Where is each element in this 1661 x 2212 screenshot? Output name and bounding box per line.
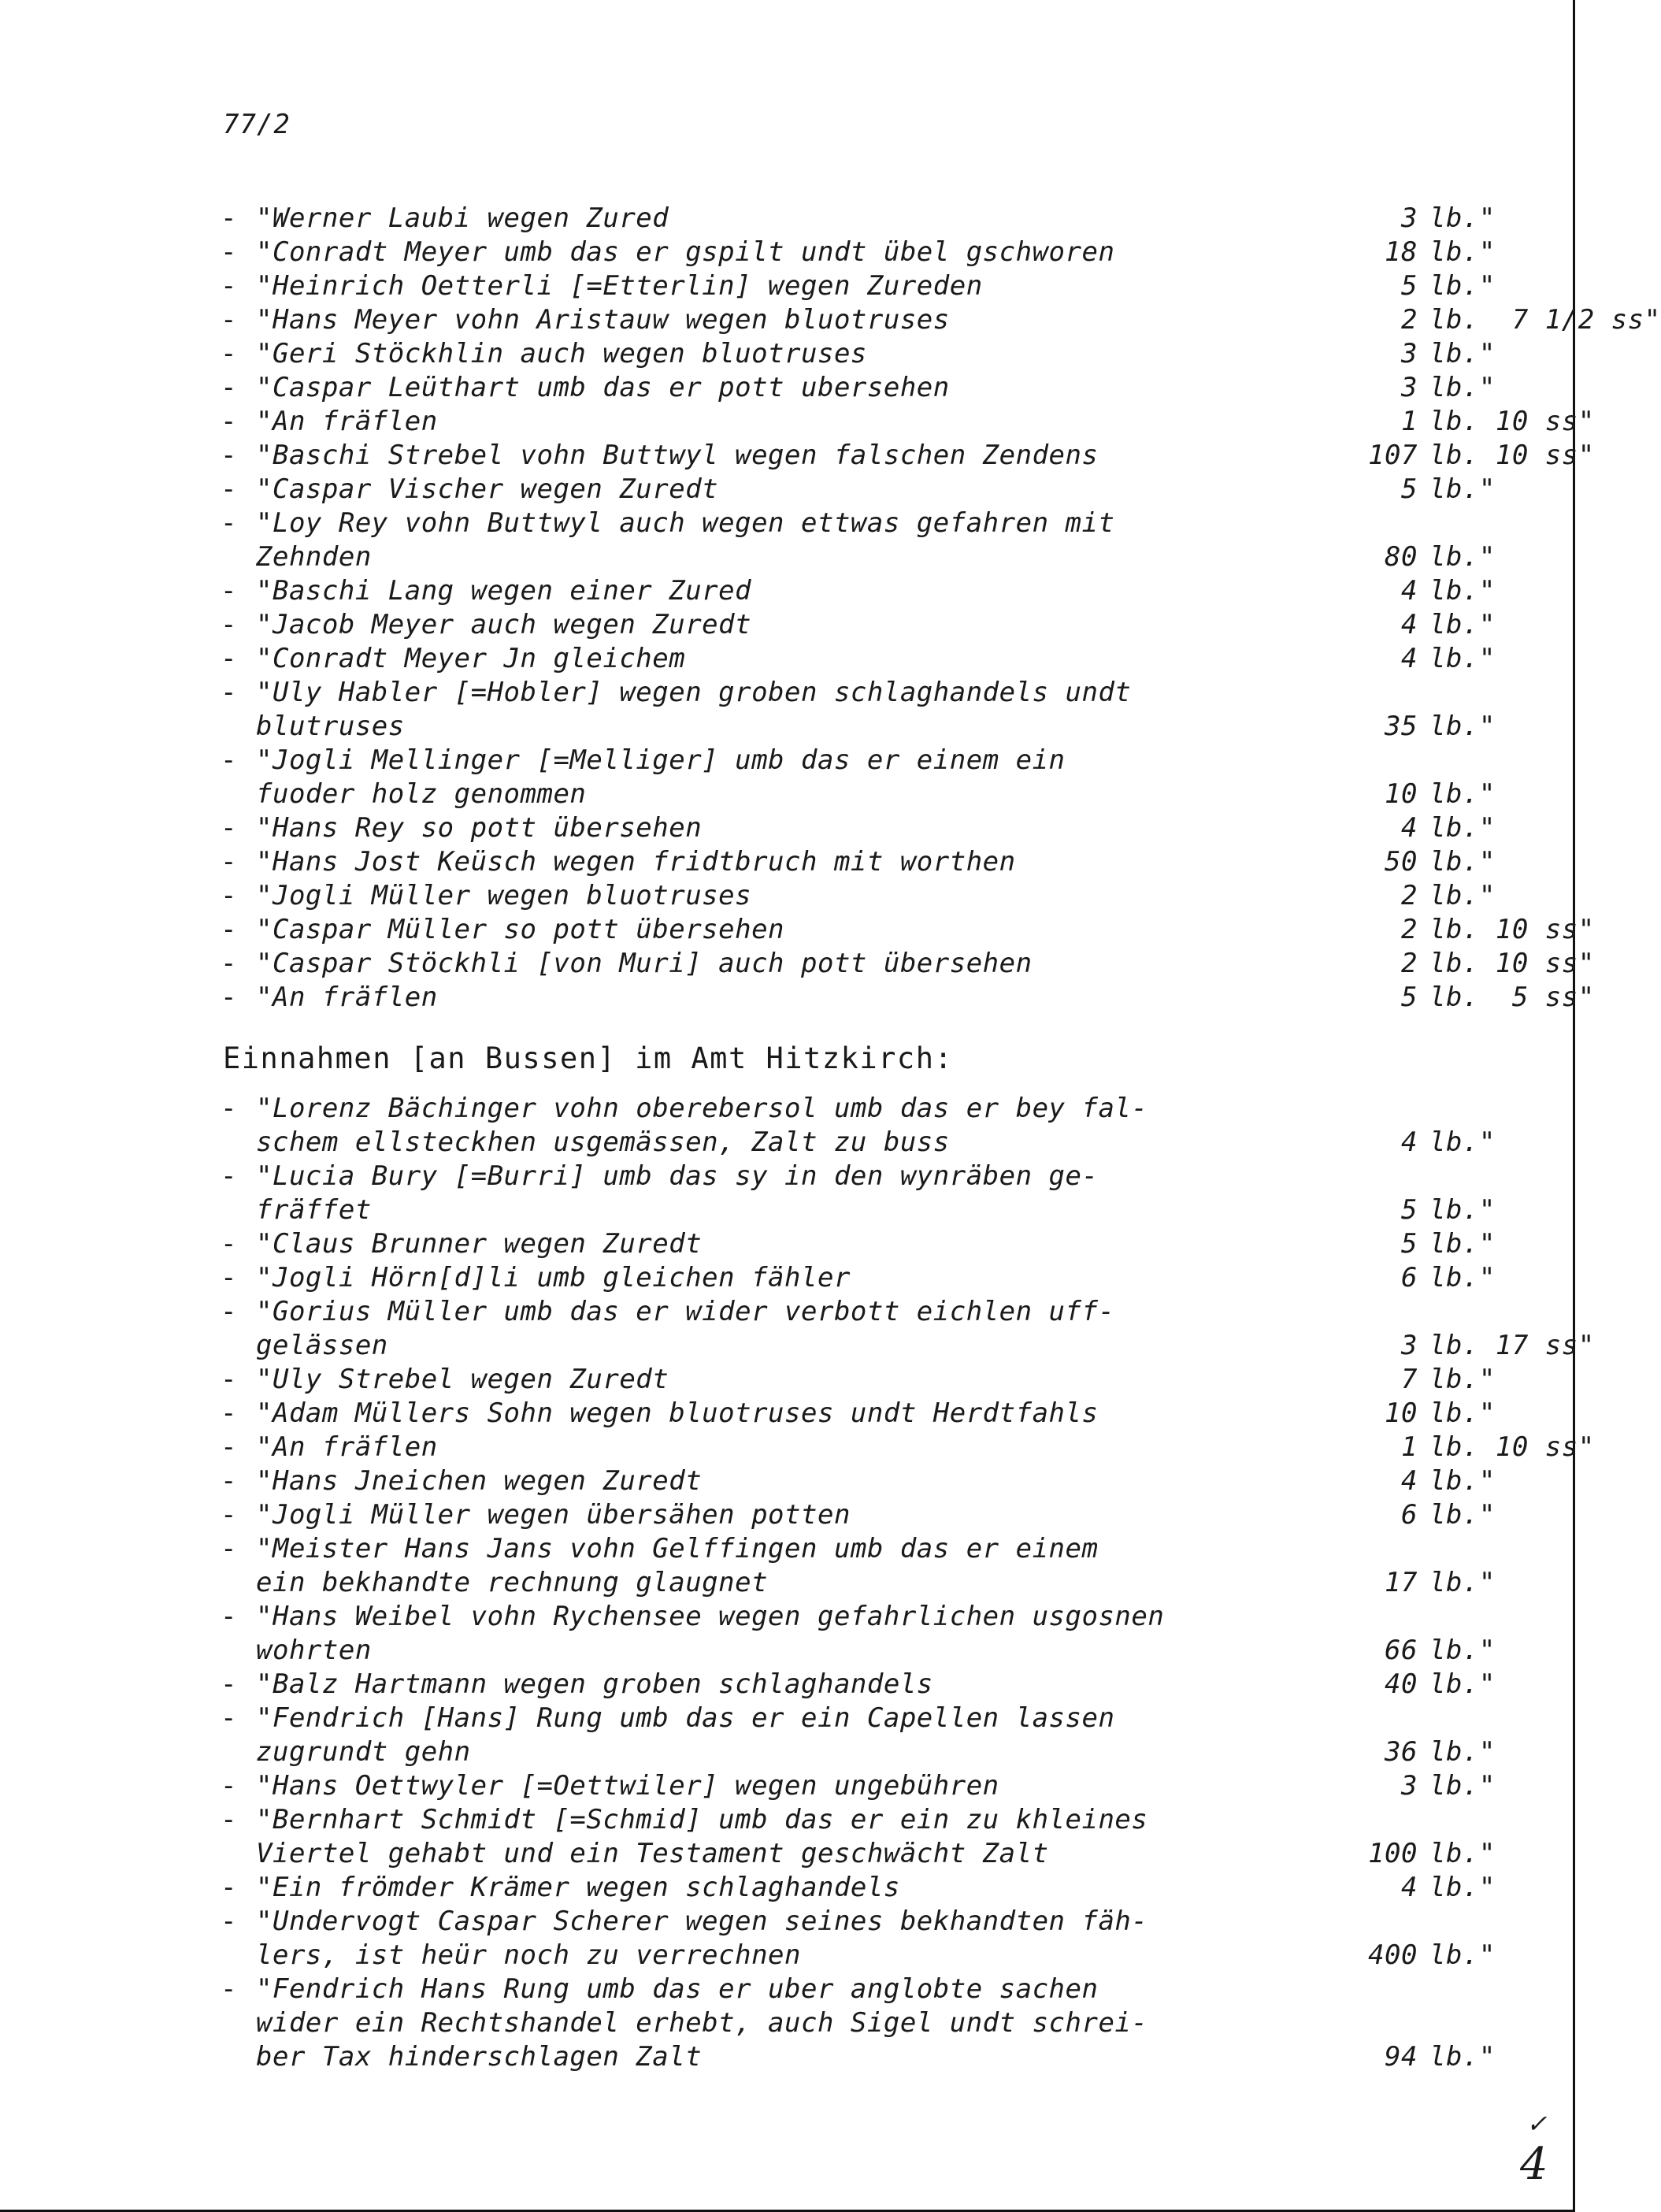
bullet-dash: - [221,1228,237,1260]
fine-unit: lb." [1429,1126,1496,1158]
fine-unit: lb." [1429,236,1496,268]
fine-amount: 80 [1385,541,1418,573]
entry-text: "Meister Hans Jans vohn Gelffingen umb das er einem [256,1533,1099,1564]
bullet-dash: - [221,982,237,1013]
entry-text: lers, ist heür noch zu verrechnen [256,1939,802,1971]
fine-amount: 7 [1401,1364,1418,1395]
section-heading: Einnahmen [an Bussen] im Amt Hitzkirch: [223,1041,954,1075]
entry-text: "Uly Strebel wegen Zuredt [256,1364,669,1395]
entry-text: "An fräflen [256,982,438,1013]
bullet-dash: - [221,1533,237,1564]
fine-unit: lb." [1429,473,1496,505]
entry-text: "Claus Brunner wegen Zuredt [256,1228,703,1260]
corner-page-number: 4 [1520,2139,1548,2190]
fine-amount: 4 [1401,812,1418,844]
fine-unit: lb." [1429,270,1496,302]
bullet-dash: - [221,1364,237,1395]
fine-unit: lb." [1429,1262,1496,1293]
fine-amount: 3 [1401,338,1418,369]
entry-text: "Baschi Strebel vohn Buttwyl wegen falschen Zendens [256,440,1099,471]
bullet-dash: - [221,1431,237,1463]
bullet-dash: - [221,1770,237,1802]
bullet-dash: - [221,440,237,471]
fine-unit: lb." [1429,1736,1496,1768]
entry-text: "Uly Habler [=Hobler] wegen groben schlaghandels undt [256,677,1132,708]
fine-amount: 35 [1385,711,1418,742]
fine-unit: lb." [1429,1872,1496,1903]
bullet-dash: - [221,406,237,437]
entry-text: "Caspar Leüthart umb das er pott ubersehen [256,372,950,403]
bullet-dash: - [221,914,237,945]
fine-unit: lb." [1429,338,1496,369]
bullet-dash: - [221,643,237,674]
fine-unit: lb." [1429,778,1496,810]
bullet-dash: - [221,1397,237,1429]
bullet-dash: - [221,1906,237,1937]
entry-text: "Jogli Hörn[d]li umb gleichen fähler [256,1262,851,1293]
entry-text: ein bekhandte rechnung glaugnet [256,1567,769,1598]
bullet-dash: - [221,609,237,640]
fine-unit: lb." [1429,1499,1496,1531]
check-mark: ✓ [1528,2107,1545,2140]
fine-unit: lb." [1429,643,1496,674]
fine-amount: 6 [1401,1499,1418,1531]
entry-text: blutruses [256,711,405,742]
entry-text: "Fendrich [Hans] Rung umb das er ein Capellen lassen [256,1702,1115,1734]
entry-text: "Adam Müllers Sohn wegen bluotruses undt Herdtfahls [256,1397,1099,1429]
fine-amount: 1 [1401,1431,1418,1463]
bullet-dash: - [221,1702,237,1734]
fine-unit: lb." [1429,1668,1496,1700]
fine-unit: lb. 10 ss" [1429,440,1595,471]
fine-amount: 2 [1401,948,1418,979]
entry-text: "Conradt Meyer umb das er gspilt undt übel gschworen [256,236,1115,268]
fine-amount: 5 [1401,1194,1418,1226]
fine-amount: 40 [1385,1668,1418,1700]
fine-unit: lb." [1429,1228,1496,1260]
entry-text: fräffet [256,1194,372,1226]
entry-text: "Conradt Meyer Jn gleichem [256,643,686,674]
fine-unit: lb." [1429,1465,1496,1497]
fine-amount: 5 [1401,1228,1418,1260]
fine-unit: lb." [1429,1770,1496,1802]
bullet-dash: - [221,1804,237,1835]
bullet-dash: - [221,880,237,911]
bullet-dash: - [221,1465,237,1497]
entry-text: "Jogli Müller wegen übersähen potten [256,1499,851,1531]
fine-unit: lb." [1429,711,1496,742]
entry-text: "Loy Rey vohn Buttwyl auch wegen ettwas gefahren mit [256,507,1115,539]
fine-amount: 2 [1401,880,1418,911]
fine-unit: lb." [1429,372,1496,403]
fine-amount: 100 [1368,1838,1418,1869]
entry-text: "Geri Stöckhlin auch wegen bluotruses [256,338,867,369]
entry-text: "Balz Hartmann wegen groben schlaghandels [256,1668,933,1700]
fine-unit: lb." [1429,541,1496,573]
fine-unit: lb." [1429,1567,1496,1598]
fine-unit: lb. 17 ss" [1429,1330,1595,1361]
bullet-dash: - [221,1872,237,1903]
entry-text: "Ein frömder Krämer wegen schlaghandels [256,1872,900,1903]
entry-text: "Caspar Müller so pott übersehen [256,914,785,945]
fine-amount: 3 [1401,202,1418,234]
fine-amount: 36 [1385,1736,1418,1768]
fine-unit: lb. 5 ss" [1429,982,1595,1013]
entry-text: wider ein Rechtshandel erhebt, auch Sigel undt schrei- [256,2007,1148,2039]
fine-unit: lb." [1429,2041,1496,2073]
entry-text: "Hans Weibel vohn Rychensee wegen gefahrlichen usgosnen [256,1601,1165,1632]
fine-amount: 4 [1401,1872,1418,1903]
entry-text: "Hans Rey so pott übersehen [256,812,703,844]
fine-amount: 2 [1401,304,1418,336]
bullet-dash: - [221,1262,237,1293]
fine-unit: lb. 10 ss" [1429,914,1595,945]
fine-unit: lb." [1429,609,1496,640]
entry-text: "Caspar Stöckhli [von Muri] auch pott übersehen [256,948,1033,979]
fine-amount: 4 [1401,643,1418,674]
entry-text: "An fräflen [256,1431,438,1463]
fine-unit: lb." [1429,1364,1496,1395]
fine-amount: 400 [1368,1939,1418,1971]
fine-unit: lb." [1429,1397,1496,1429]
fine-amount: 3 [1401,372,1418,403]
fine-unit: lb. 10 ss" [1429,406,1595,437]
fine-amount: 107 [1368,440,1418,471]
bullet-dash: - [221,202,237,234]
fine-unit: lb." [1429,812,1496,844]
fine-amount: 66 [1385,1635,1418,1666]
fine-unit: lb. 10 ss" [1429,948,1595,979]
bullet-dash: - [221,1601,237,1632]
entry-text: Viertel gehabt und ein Testament geschwächt Zalt [256,1838,1049,1869]
entry-text: "Jogli Mellinger [=Melliger] umb das er einem ein [256,744,1066,776]
bullet-dash: - [221,948,237,979]
fine-unit: lb." [1429,846,1496,878]
entry-text: "Hans Jost Keüsch wegen fridtbruch mit worthen [256,846,1016,878]
bullet-dash: - [221,1093,237,1124]
bullet-dash: - [221,372,237,403]
fine-unit: lb." [1429,1635,1496,1666]
fine-amount: 5 [1401,982,1418,1013]
entry-text: "Bernhart Schmidt [=Schmid] umb das er ein zu khleines [256,1804,1148,1835]
fine-unit: lb." [1429,1838,1496,1869]
fine-amount: 4 [1401,609,1418,640]
entry-text: schem ellsteckhen usgemässen, Zalt zu buss [256,1126,950,1158]
fine-unit: lb." [1429,1194,1496,1226]
entry-text: "Hans Oettwyler [=Oettwiler] wegen ungebühren [256,1770,999,1802]
bullet-dash: - [221,744,237,776]
entry-text: "An fräflen [256,406,438,437]
entry-text: "Hans Jneichen wegen Zuredt [256,1465,703,1497]
bullet-dash: - [221,236,237,268]
entry-text: "Werner Laubi wegen Zured [256,202,669,234]
entry-text: "Baschi Lang wegen einer Zured [256,575,752,607]
fine-amount: 4 [1401,575,1418,607]
bullet-dash: - [221,846,237,878]
bullet-dash: - [221,677,237,708]
fine-amount: 50 [1385,846,1418,878]
fine-amount: 3 [1401,1770,1418,1802]
fine-amount: 94 [1385,2041,1418,2073]
entry-text: "Lorenz Bächinger vohn oberebersol umb das er bey fal- [256,1093,1148,1124]
fine-amount: 5 [1401,473,1418,505]
bullet-dash: - [221,1296,237,1327]
fine-unit: lb." [1429,880,1496,911]
entry-text: "Heinrich Oetterli [=Etterlin] wegen Zureden [256,270,983,302]
bullet-dash: - [221,507,237,539]
entry-text: Zehnden [256,541,372,573]
entry-text: wohrten [256,1635,372,1666]
bullet-dash: - [221,473,237,505]
bullet-dash: - [221,812,237,844]
entry-text: fuoder holz genommen [256,778,587,810]
entry-text: "Jacob Meyer auch wegen Zuredt [256,609,752,640]
entry-text: "Hans Meyer vohn Aristauw wegen bluotruses [256,304,950,336]
entry-text: zugrundt gehn [256,1736,471,1768]
fine-amount: 17 [1385,1567,1418,1598]
entry-text: "Lucia Bury [=Burri] umb das sy in den wynräben ge- [256,1160,1099,1192]
fine-unit: lb. 7 1/2 ss" [1429,304,1661,336]
bullet-dash: - [221,1499,237,1531]
entry-text: "Caspar Vischer wegen Zuredt [256,473,719,505]
fine-amount: 10 [1385,1397,1418,1429]
fine-amount: 3 [1401,1330,1418,1361]
fine-unit: lb." [1429,1939,1496,1971]
fine-unit: lb." [1429,202,1496,234]
entry-text: "Jogli Müller wegen bluotruses [256,880,752,911]
entry-text: "Fendrich Hans Rung umb das er uber anglobte sachen [256,1973,1099,2005]
bullet-dash: - [221,304,237,336]
bullet-dash: - [221,1973,237,2005]
fine-unit: lb." [1429,575,1496,607]
bullet-dash: - [221,338,237,369]
entry-text: gelässen [256,1330,388,1361]
fine-amount: 4 [1401,1126,1418,1158]
fine-unit: lb. 10 ss" [1429,1431,1595,1463]
fine-amount: 18 [1385,236,1418,268]
bullet-dash: - [221,1668,237,1700]
entry-text: "Undervogt Caspar Scherer wegen seines bekhandten fäh- [256,1906,1148,1937]
fine-amount: 10 [1385,778,1418,810]
bullet-dash: - [221,270,237,302]
page-number: 77/2 [223,109,291,140]
fine-amount: 5 [1401,270,1418,302]
fine-amount: 2 [1401,914,1418,945]
fine-amount: 6 [1401,1262,1418,1293]
fine-amount: 1 [1401,406,1418,437]
fine-amount: 4 [1401,1465,1418,1497]
bullet-dash: - [221,575,237,607]
bullet-dash: - [221,1160,237,1192]
entry-text: ber Tax hinderschlagen Zalt [256,2041,703,2073]
entry-text: "Gorius Müller umb das er wider verbott eichlen uff- [256,1296,1115,1327]
